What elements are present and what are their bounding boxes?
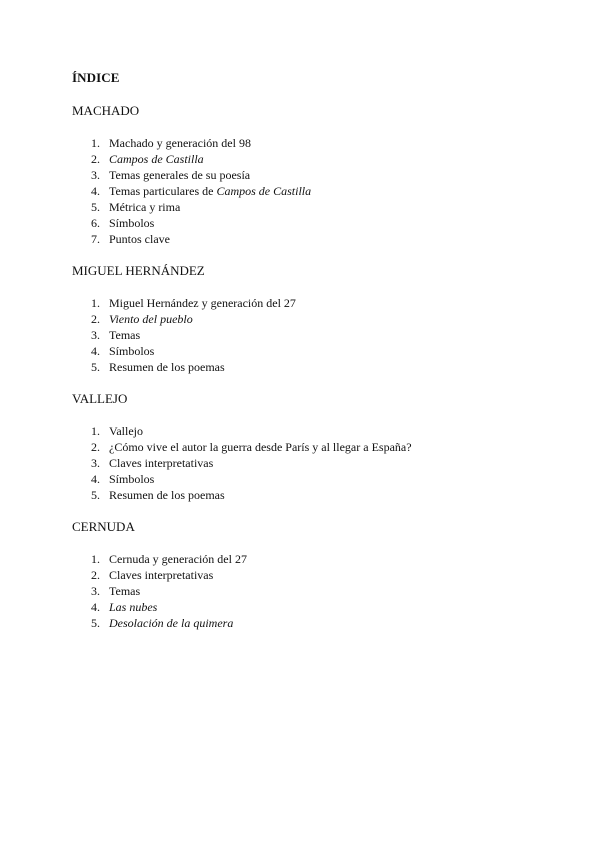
section-heading: CERNUDA (72, 519, 135, 534)
item-number: 7. (91, 232, 100, 246)
item-text: ¿Cómo vive el autor la guerra desde París y al llegar a España? (109, 440, 412, 454)
index-item (72, 167, 552, 183)
item-number: 4. (91, 472, 100, 486)
index-item (72, 599, 552, 615)
index-item (72, 311, 552, 327)
item-number: 4. (91, 344, 100, 358)
item-text: Puntos clave (109, 232, 170, 246)
item-text: Resumen de los poemas (109, 360, 225, 374)
index-item (72, 199, 552, 215)
index-item (72, 215, 552, 231)
item-text: Vallejo (109, 424, 143, 438)
index-item (72, 327, 552, 343)
item-number: 1. (91, 424, 100, 438)
item-text: Símbolos (109, 344, 155, 358)
item-text: Temas particulares de (109, 184, 217, 198)
index-list (72, 551, 552, 631)
item-number: 3. (91, 584, 100, 598)
section-heading: VALLEJO (72, 391, 128, 406)
item-number: 1. (91, 296, 100, 310)
section-heading: MACHADO (72, 103, 140, 118)
item-number: 6. (91, 216, 100, 230)
index-list (72, 135, 552, 247)
index-item (72, 231, 552, 247)
item-text-italic: Desolación de la quimera (109, 616, 234, 630)
item-text: Temas generales de su poesía (109, 168, 251, 182)
index-item (72, 471, 552, 487)
section-machado (72, 103, 552, 247)
item-text: Cernuda y generación del 27 (109, 552, 247, 566)
item-number: 5. (91, 488, 100, 502)
item-text: Métrica y rima (109, 200, 181, 214)
item-text: Machado y generación del 98 (109, 136, 251, 150)
item-number: 3. (91, 168, 100, 182)
item-text: Miguel Hernández y generación del 27 (109, 296, 296, 310)
item-number: 1. (91, 552, 100, 566)
index-item (72, 343, 552, 359)
item-text: Temas (109, 584, 141, 598)
item-text: Resumen de los poemas (109, 488, 225, 502)
item-number: 2. (91, 152, 100, 166)
item-number: 4. (91, 184, 100, 198)
item-number: 3. (91, 456, 100, 470)
item-text: Claves interpretativas (109, 456, 214, 470)
item-text: Temas (109, 328, 141, 342)
index-item (72, 295, 552, 311)
index-item (72, 183, 552, 199)
item-number: 1. (91, 136, 100, 150)
item-text: Símbolos (109, 472, 155, 486)
section-vallejo (72, 391, 552, 503)
section-heading: MIGUEL HERNÁNDEZ (72, 263, 205, 278)
section-miguel-hernandez (72, 263, 552, 375)
item-text-italic: Campos de Castilla (216, 184, 312, 198)
item-number: 5. (91, 360, 100, 374)
item-number: 3. (91, 328, 100, 342)
section-cernuda (72, 519, 552, 631)
document-title: ÍNDICE (72, 70, 120, 85)
index-item (72, 151, 552, 167)
item-text-italic: Viento del pueblo (109, 312, 193, 326)
index-item (72, 583, 552, 599)
index-item (72, 135, 552, 151)
index-item (72, 551, 552, 567)
item-number: 2. (91, 312, 100, 326)
index-list (72, 295, 552, 375)
item-number: 5. (91, 200, 100, 214)
item-number: 2. (91, 568, 100, 582)
index-item (72, 439, 552, 455)
item-text: Símbolos (109, 216, 155, 230)
item-text: Claves interpretativas (109, 568, 214, 582)
index-item (72, 615, 552, 631)
item-number: 5. (91, 616, 100, 630)
index-item (72, 455, 552, 471)
item-number: 4. (91, 600, 100, 614)
item-text-italic: Campos de Castilla (109, 152, 204, 166)
index-item (72, 567, 552, 583)
index-item (72, 487, 552, 503)
index-list (72, 423, 552, 503)
index-item (72, 423, 552, 439)
item-number: 2. (91, 440, 100, 454)
item-text-italic: Las nubes (109, 600, 158, 614)
index-item (72, 359, 552, 375)
